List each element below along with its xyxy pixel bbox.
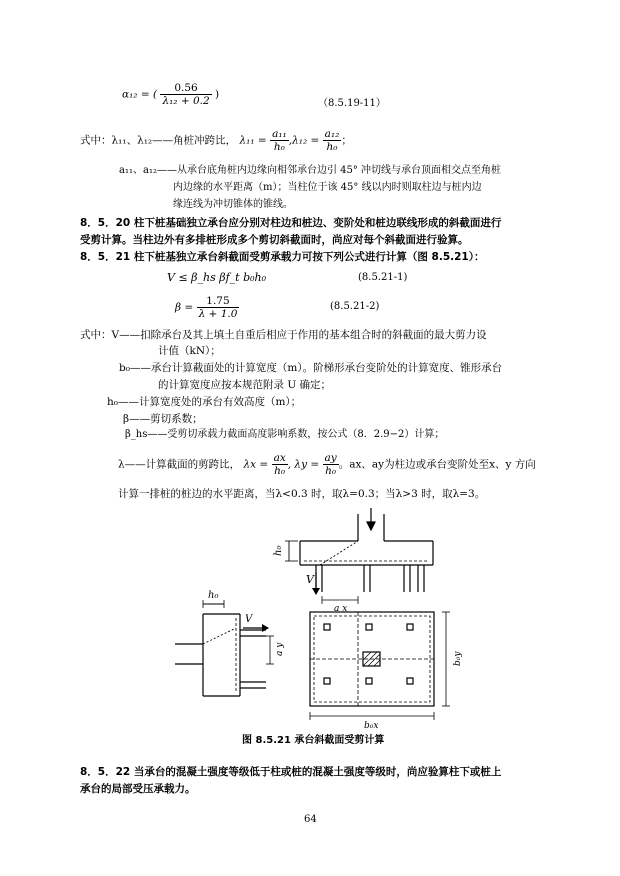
label-ax: a x	[334, 604, 348, 614]
equation-number: （8.5.19-11）	[318, 98, 386, 109]
fraction-numerator: 0.56	[160, 82, 211, 95]
equation-number: (8.5.21-1)	[358, 272, 408, 283]
fraction-denominator: h₀	[325, 465, 337, 477]
lambda11-formula: λ₁₁ =	[239, 134, 267, 147]
where-prefix: 式中：	[80, 134, 112, 147]
where-v-line-1: 式中：V——扣除承台及其上填土自重后相应于作用的基本组合时的斜截面的最大剪力设	[80, 329, 487, 341]
fraction-numerator: a₁₁	[272, 128, 287, 140]
label-v-side: V	[245, 614, 253, 625]
lambda-continuation: 计算一排桩的桩边的水平距离，当λ<0.3 时，取λ=0.3；当λ>3 时，取λ=3。	[118, 488, 486, 500]
fraction-numerator: ax	[273, 452, 286, 464]
equation-rhs: )	[215, 88, 220, 101]
figure-caption: 图 8.5.21 承台斜截面受剪计算	[242, 735, 385, 746]
plan-view	[310, 612, 450, 720]
fraction-numerator: ay	[324, 452, 337, 464]
where-v-line-2: 计值（kN）；	[158, 345, 221, 357]
where-text: λ₁₁、λ₁₂——角桩冲跨比，	[111, 134, 237, 147]
clause-8-5-22-line-2: 承台的局部受压承载力。	[80, 783, 196, 795]
lambda-end: 。ax、ay为柱边或承台变阶处至x、y 方向	[338, 458, 536, 471]
column-elevation	[285, 508, 433, 604]
fraction-denominator: λ + 1.0	[198, 308, 238, 320]
lambda-x: λx =	[243, 458, 269, 471]
v-arrow-head-side	[262, 624, 269, 632]
where-a-line-2: 内边缘的水平距离（m）；当柱位于该 45° 线以内时则取柱边与桩内边	[173, 182, 482, 193]
clause-8-5-20-line-1: 8．5．20 柱下桩基础独立承台应分别对柱边和桩边、变阶处和桩边联线形成的斜截面进行	[80, 217, 502, 229]
clause-8-5-20-line-2: 受剪计算。当柱边外有多排桩形成多个剪切斜截面时，尚应对每个斜截面进行验算。	[80, 234, 469, 246]
equation-lhs: α₁₂ = (	[122, 88, 158, 101]
fraction-numerator: 1.75	[197, 295, 240, 308]
label-ay: a y	[275, 642, 285, 656]
where-b0-line-2: 的计算宽度应按本规范附录 U 确定；	[158, 379, 332, 391]
fraction-denominator: h₀	[326, 141, 338, 153]
clause-8-5-21-text: 8．5．21 柱下桩基独立承台斜截面受剪承载力可按下列公式进行计算（图 8.5.21）：	[80, 251, 485, 263]
label-b0y: b₀y	[453, 651, 463, 666]
label-h0-side: h₀	[208, 590, 219, 601]
fraction-numerator: a₁₂	[324, 128, 340, 140]
fraction-denominator: λ₁₂ + 0.2	[162, 95, 210, 107]
label-b0x: b₀x	[364, 721, 379, 731]
lambda-start: λ——计算截面的剪跨比，	[118, 458, 241, 471]
where-b0-line-1: b₀——承台计算截面处的计算宽度（m）。阶梯形承台变阶处的计算宽度、锥形承台	[119, 362, 503, 374]
equation-lhs: β =	[175, 301, 194, 314]
equation-8-5-21-1: V ≤ β_hs βf_t b₀h₀	[167, 271, 267, 284]
where-beta-line: β——剪切系数；	[123, 413, 203, 425]
label-h0-top: h₀	[273, 545, 284, 556]
side-elevation	[175, 600, 274, 696]
clause-8-5-22-line-1: 8．5．22 当承台的混凝土强度等级低于柱或桩的混凝土强度等级时，尚应验算柱下或桩上	[80, 766, 502, 778]
where-h0-line: h₀——计算宽度处的承台有效高度（m）；	[107, 396, 302, 408]
label-v-top: V	[306, 573, 314, 586]
where-betahs-line: β_hs——受剪切承载力截面高度影响系数，按公式（8．2.9−2）计算；	[125, 429, 445, 440]
lambda-y: , λy =	[287, 458, 320, 471]
where-a-line-1: a₁₁、a₁₂——从承台底角桩内边缘向相邻承台边引 45° 冲切线与承台顶面相交点至角桩	[119, 165, 502, 176]
where-a-line-3: 缘连线为冲切锥体的锥线。	[173, 199, 293, 210]
lambda12-formula: ,λ₁₂ =	[288, 134, 320, 147]
v-arrow-head-top	[312, 588, 320, 595]
fraction-denominator: h₀	[273, 141, 285, 153]
equation-number: (8.5.21-2)	[330, 301, 380, 312]
page-number: 64	[304, 814, 317, 825]
where-end: ；	[341, 134, 352, 147]
fraction-denominator: h₀	[274, 465, 286, 477]
